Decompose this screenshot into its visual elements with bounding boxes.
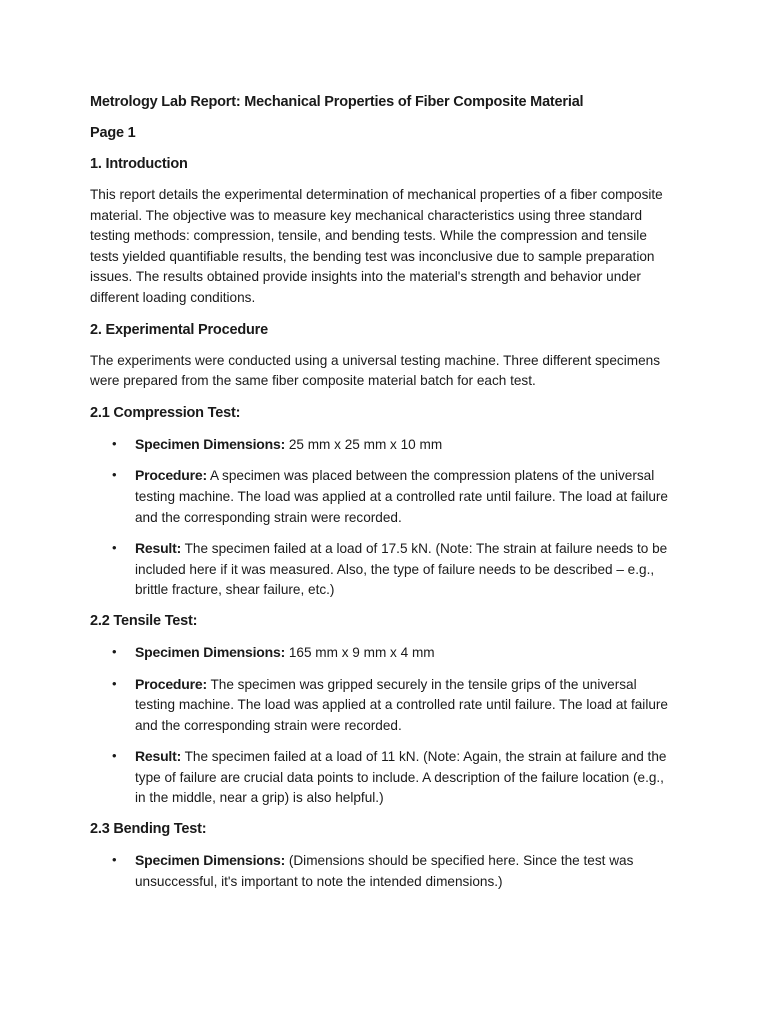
page-label: Page 1 [90, 125, 136, 141]
tensile-list [90, 642, 678, 809]
item-label: Result: [135, 748, 182, 765]
section-heading-compression: 2.1 Compression Test: [90, 404, 241, 421]
item-label: Specimen Dimensions: [135, 852, 286, 869]
item-text: The specimen was gripped securely in the tensile grips of the universal testing machine. The load was applied at a controlled rate until failure. The load at failure and the corresponding strain were recorded. [135, 676, 668, 733]
bending-list [90, 850, 678, 892]
introduction-paragraph: This report details the experimental determination of mechanical properties of a fiber composite material. The objective was to measure key mechanical characteristics using three standard testing methods: compression, tensile, and bending tests. While the compression and tensile tests yielded quantifiable results, the bending test was inconclusive due to sample preparation issues. The results obtained provide insights into the material's strength and behavior under different loading conditions. [90, 187, 663, 305]
bullet-icon: • [112, 852, 117, 868]
item-text: The specimen failed at a load of 11 kN. (Note: Again, the strain at failure and the type of failure are crucial data points to include. A description of the failure location (e.g., in the middle, near a grip) is also helpful.) [135, 749, 667, 806]
document-title: Metrology Lab Report: Mechanical Properties of Fiber Composite Material [90, 94, 584, 110]
item-label: Specimen Dimensions: [135, 435, 286, 452]
section-heading-tensile: 2.2 Tensile Test: [90, 612, 198, 629]
item-label: Procedure: [135, 467, 207, 484]
bullet-icon: • [112, 675, 117, 691]
item-label: Result: [135, 540, 182, 557]
item-text: 25 mm x 25 mm x 10 mm [285, 436, 443, 452]
section-heading-procedure: 2. Experimental Procedure [90, 321, 268, 338]
compression-list [90, 434, 678, 601]
list-item [90, 674, 678, 737]
section-heading-bending: 2.3 Bending Test: [90, 821, 207, 838]
document-page [90, 92, 678, 902]
item-label: Specimen Dimensions: [135, 643, 286, 660]
bullet-icon: • [112, 435, 117, 451]
item-text: (Dimensions should be specified here. Since the test was unsuccessful, it's important to note the intended dimensions.) [135, 853, 634, 889]
list-item [90, 850, 678, 892]
item-label: Procedure: [135, 675, 207, 692]
list-item [90, 538, 678, 601]
list-item [90, 746, 678, 809]
list-item [90, 465, 678, 528]
bullet-icon: • [112, 643, 117, 659]
item-text: 165 mm x 9 mm x 4 mm [285, 644, 435, 660]
item-text: A specimen was placed between the compression platens of the universal testing machine. The load was applied at a controlled rate until failure. The load at failure and the corresponding strain were recorded. [135, 468, 668, 525]
bullet-icon: • [112, 748, 117, 764]
bullet-icon: • [112, 467, 117, 483]
list-item [90, 434, 678, 456]
section-heading-introduction: 1. Introduction [90, 156, 188, 172]
bullet-icon: • [112, 540, 117, 556]
item-text: The specimen failed at a load of 17.5 kN. (Note: The strain at failure needs to be included here if it was measured. Also, the type of failure needs to be described – e.g., brittle fracture, shear failure, etc.) [135, 541, 668, 598]
list-item [90, 642, 678, 664]
procedure-paragraph: The experiments were conducted using a universal testing machine. Three different specimens were prepared from the same fiber composite material batch for each test. [90, 352, 660, 389]
